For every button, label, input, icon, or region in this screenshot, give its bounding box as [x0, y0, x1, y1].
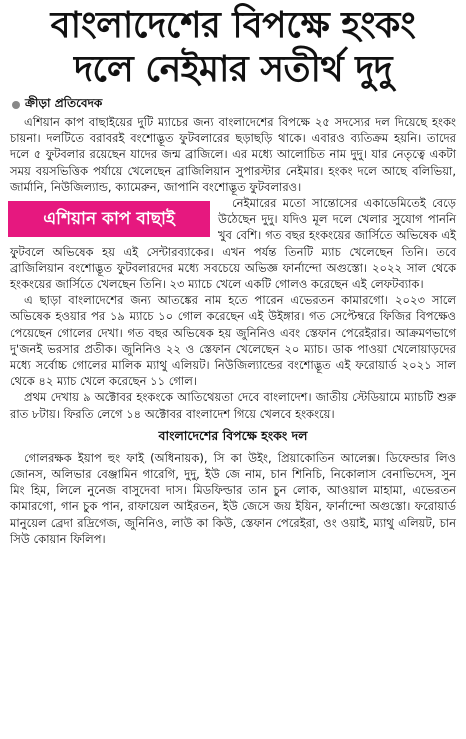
pull-quote: এশিয়ান কাপ বাছাই [8, 201, 210, 237]
article-paragraph-1: এশিয়ান কাপ বাছাইয়ের দুটি ম্যাচের জন্য বাংলাদেশের বিপক্ষে ২৫ সদস্যের দল দিয়েছে হংকং চায়না। দলটিতে বরাবরই বংশোদ্ভূত ফুটবলারের ছড়াছড়ি থাকে। এবারও ব্যতিক্রম হয়নি। তাদের দলে ৫ ফুটবলার রয়েছেন যাদের জন্ম ব্রাজিলে। এর মধ্যে আলোচিত নাম দুদু। যার নেতৃত্বে একটা সময় বয়সভিত্তিক পর্যায়ে খেলেছেন ব্রাজিলিয়ান সুপারস্টার নেইমার। হংকং দলে আছে বলিভিয়া, জার্মানি, নিউজিল্যান্ড, ক্যামেরুন, জাপানি বংশোদ্ভূত ফুটবলারও। [10, 115, 456, 194]
byline: ক্রীড়া প্রতিবেদক [25, 96, 103, 110]
headline [0, 0, 466, 92]
squad-heading: বাংলাদেশের বিপক্ষে হংকং দল [158, 427, 308, 443]
headline-line-1: বাংলাদেশের বিপক্ষে হংকং [50, 5, 416, 46]
squad-text: গোলরক্ষক ইয়াপ হুং ফাই (অধিনায়ক), সি কা উইং, প্রিয়াকোতিন আলেক্স। ডিফেন্ডার লিও জোনস, অলিভার বেঞ্জামিন গারেগি, দুদু, ইউ জে নাম, চান শিনিচি, নিকোলাস বেনাভিদেস, সুন মিং হিম, লিলে নুনেজ বাসুদেবা দাস। মিডফিল্ডার তান চুন লোক, আওয়াল মাহামা, এভেরতন কামারগো, গান চুক পান, রাফায়েল আইরতন, ইউ জেসে জয় ইয়িন, ফার্নান্দো অগুস্তো। ফরোয়ার্ড মানুয়েল ব্রেদা রদ্রিগেজ, জুনিনিও, লাউ কা কিউ, স্তেফান পেরেইরা, ওং ওয়াই, ম্যাথু এলিয়ট, চান সিউ কোয়ান ফিলিপ। [10, 450, 456, 546]
article-body [0, 114, 466, 422]
byline-row [0, 92, 466, 114]
article-paragraph-4: প্রথম দেখায় ৯ অক্টোবর হংকংকে আতিথেয়তা দেবে বাংলাদেশ। জাতীয় স্টেডিয়ামে ম্যাচটি শুরু রাত ৮টায়। ফিরতি লেগে ১৪ অক্টোবর বাংলাদেশ গিয়ে খেলবে হংকংয়ে। [10, 390, 456, 421]
squad-list [0, 450, 466, 547]
article-paragraph-2: নেইমারের মতো সান্তোসের একাডেমিতেই বেড়ে উঠেছেন দুদু। যদিও মূল দলে খেলার সুযোগ পাননি খুব বেশি। গত বছর হংকংয়ের জার্সিতে অভিষেক এই ফুটবলে অভিষেক হয় এই সেন্টারব্যাকের। এখন পর্যন্ত তিনটি ম্যাচ খেলেছেন তিনি। তবে ব্রাজিলিয়ান বংশোদ্ভূত ফুটবলারদের মধ্যে সবচেয়ে অভিজ্ঞ ফার্নান্দো অগুস্তো। ২০২২ সাল থেকে হংকংয়ের জার্সিতে খেলছেন তিনি। ২৩ ম্যাচে খেলে একটি গোলও করেছেন এই লেফটব্যাক। [10, 196, 456, 292]
headline-line-2: দলে নেইমার সতীর্থ দুদু [73, 49, 393, 90]
bullet-icon [12, 101, 20, 109]
article-paragraph-3: এ ছাড়া বাংলাদেশের জন্য আতঙ্কের নাম হতে পারেন এভেরতন কামারগো। ২০২৩ সালে অভিষেক হওয়ার পর ১৯ ম্যাচে ১০ গোল করেছেন এই উইঙ্গার। গত সেপ্টেম্বরে ফিজির বিপক্ষেও পেয়েছেন গোলের দেখা। গত বছর অভিষেক হয় জুনিনিও এবং স্তেফান পেরেইরার। আক্রমণভাগে দু'জনই ভরসার প্রতীক। জুনিনিও ২২ ও স্তেফান খেলেছেন ২০ ম্যাচ। ডাক পাওয়া খেলোয়াড়দের মধ্যে সর্বোচ্চ গোলের মালিক ম্যাথু এলিয়ট। নিউজিল্যান্ডের বংশোদ্ভূত এই ফরোয়ার্ড ২০২১ সাল থেকে ৪২ ম্যাচ খেলে করেছেন ১১ গোল। [10, 293, 456, 389]
